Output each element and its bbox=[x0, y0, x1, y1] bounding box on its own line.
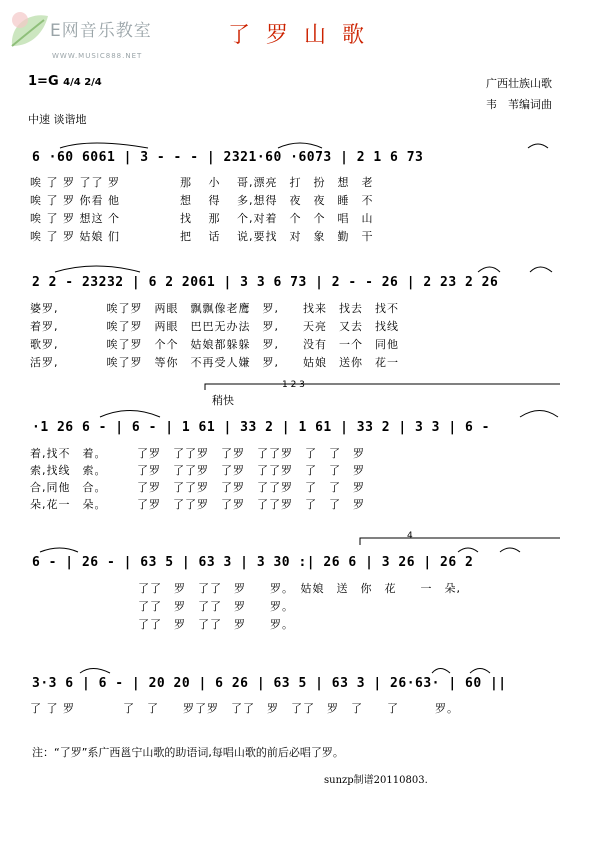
lyric-1-verse-2: 唉 了 罗 你看 他 想 得 多,想得 夜 夜 睡 不 bbox=[30, 194, 374, 207]
notation-line-4: 6 - | 26 - | 63 5 | 63 3 | 3 30 :| 26 6 | 3 26 | 26 2 bbox=[32, 555, 474, 570]
volta-bracket bbox=[205, 384, 560, 390]
lyric-4-verse-1: 了了 罗 了了 罗 罗。 姑娘 送 你 花 一 朵, bbox=[30, 582, 461, 595]
slur-mark bbox=[60, 143, 148, 148]
lyric-1-verse-3: 唉 了 罗 想这 个 找 那 个,对着 个 个 唱 山 bbox=[30, 212, 374, 225]
slur-mark bbox=[530, 267, 552, 272]
slur-mark bbox=[80, 669, 110, 674]
logo-url: WWW.MUSIC888.NET bbox=[52, 52, 143, 60]
notation-line-3: ·1 26 6 - | 6 - | 1 61 | 33 2 | 1 61 | 33 2 | 3 3 | 6 - bbox=[32, 420, 490, 435]
volta-bracket bbox=[360, 538, 560, 545]
notation-line-5: 3·3 6 | 6 - | 20 20 | 6 26 | 63 5 | 63 3 | 26·63· | 60 || bbox=[32, 676, 507, 691]
lyric-1-verse-4: 唉 了 罗 姑娘 们 把 话 说,要找 对 象 勤 干 bbox=[30, 230, 374, 243]
lyric-2-verse-1: 婆罗, 唉了罗 两眼 飘飘像老鹰 罗, 找来 找去 找不 bbox=[30, 302, 399, 315]
lyric-2-verse-4: 活罗, 唉了罗 等你 不再受人嫌 罗, 姑娘 送你 花一 bbox=[30, 356, 399, 369]
slur-mark bbox=[40, 548, 78, 552]
volta-marker: 1 2 3 bbox=[282, 380, 305, 390]
slur-mark bbox=[478, 267, 500, 272]
lyric-3-verse-3: 合,同他 合。 了罗 了了罗 了罗 了了罗 了 了 罗 bbox=[30, 481, 365, 494]
lyric-4-verse-2: 了了 罗 了了 罗 罗。 bbox=[30, 600, 294, 613]
notation-line-1: 6 ·60 6061 | 3 - - - | 2321·60 ·6073 | 2 1 6 73 bbox=[32, 150, 424, 165]
lyric-4-verse-3: 了了 罗 了了 罗 罗。 bbox=[30, 618, 294, 631]
tempo-marking: 中速 谈谐地 bbox=[28, 113, 87, 126]
logo-text: E网音乐教室 bbox=[50, 21, 152, 41]
slur-mark bbox=[528, 144, 548, 148]
slur-mark bbox=[470, 669, 490, 674]
volta-marker-4: 4 bbox=[407, 531, 413, 541]
slur-mark bbox=[55, 266, 140, 272]
footnote: 注：“了罗”系广西邕宁山歌的助语词,每唱山歌的前后必唱了罗。 bbox=[32, 746, 344, 759]
lyric-3-verse-4: 朵,花一 朵。 了罗 了了罗 了罗 了了罗 了 了 罗 bbox=[30, 498, 365, 511]
time-signature: 4/4 2/4 bbox=[63, 77, 102, 88]
transcriber-credit: sunzp制谱20110803. bbox=[324, 775, 428, 786]
slur-mark bbox=[500, 548, 520, 552]
lyric-2-verse-2: 着罗, 唉了罗 两眼 巴巴无办法 罗, 天亮 又去 找线 bbox=[30, 320, 399, 333]
arranger-credit: 韦 苇编词曲 bbox=[486, 98, 552, 111]
key-label: 1=G bbox=[28, 74, 59, 89]
slur-mark bbox=[100, 411, 160, 418]
lyric-3-verse-2: 索,找线 索。 了罗 了了罗 了罗 了了罗 了 了 罗 bbox=[30, 464, 365, 477]
song-title: 了罗山歌 bbox=[228, 23, 381, 48]
slur-mark bbox=[520, 411, 558, 418]
slur-mark bbox=[458, 548, 478, 552]
lyric-2-verse-3: 歌罗, 唉了罗 个个 姑娘都躲躲 罗, 没有 一个 同他 bbox=[30, 338, 399, 351]
lyric-1-verse-1: 唉 了 罗 了了 罗 那 小 哥,漂亮 打 扮 想 老 bbox=[30, 176, 374, 189]
song-origin: 广西壮族山歌 bbox=[486, 77, 552, 90]
tempo-change: 稍快 bbox=[212, 394, 234, 407]
notation-line-2: 2 2 - 23232 | 6 2 2061 | 3 3 6 73 | 2 - - 26 | 2 23 2 26 bbox=[32, 275, 499, 290]
slur-mark bbox=[432, 669, 450, 674]
lyric-3-verse-1: 着,找不 着。 了罗 了了罗 了罗 了了罗 了 了 罗 bbox=[30, 447, 365, 460]
lyric-5-verse-1: 了 了 罗 了 了 罗了罗 了了 罗 了了 罗 了 了 罗。 bbox=[30, 702, 459, 715]
slur-mark bbox=[278, 143, 322, 148]
